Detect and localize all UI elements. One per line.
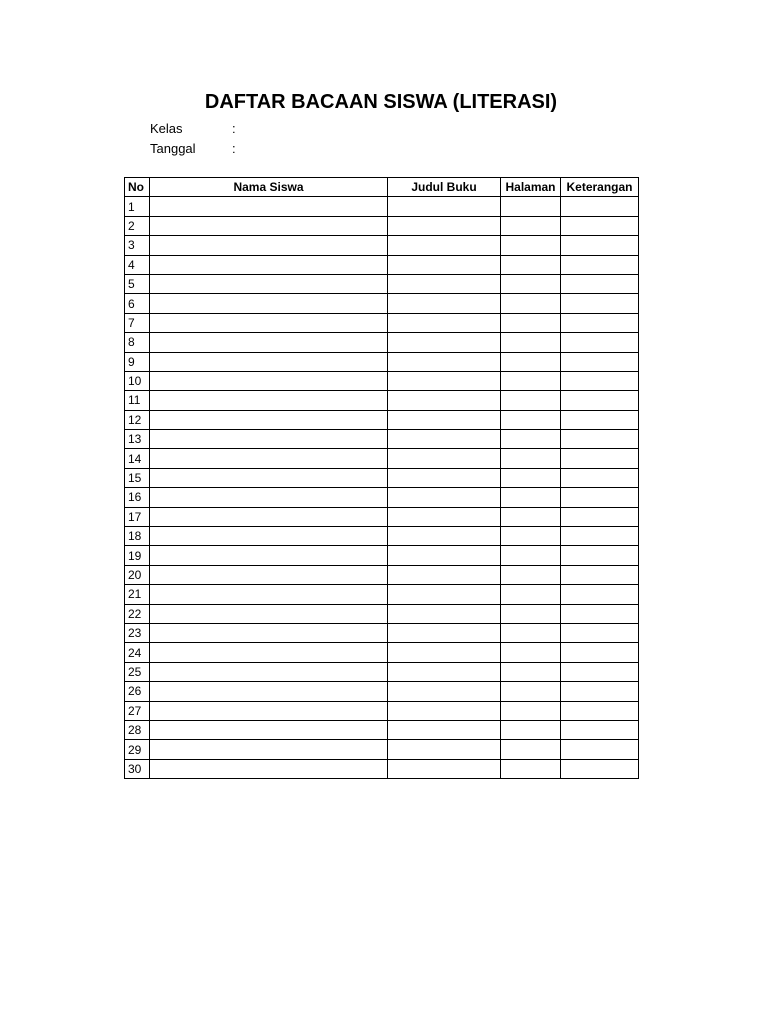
cell-no: 9 <box>125 352 150 371</box>
cell-no: 6 <box>125 294 150 313</box>
cell-halaman <box>501 701 561 720</box>
cell-no: 28 <box>125 720 150 739</box>
table-row <box>125 585 639 604</box>
cell-keterangan <box>561 274 639 293</box>
table-row <box>125 682 639 701</box>
cell-judul-buku <box>388 720 501 739</box>
table-row <box>125 236 639 255</box>
cell-judul-buku <box>388 274 501 293</box>
cell-keterangan <box>561 236 639 255</box>
cell-keterangan <box>561 740 639 759</box>
cell-halaman <box>501 197 561 216</box>
cell-halaman <box>501 488 561 507</box>
cell-judul-buku <box>388 604 501 623</box>
cell-keterangan <box>561 604 639 623</box>
cell-no: 12 <box>125 410 150 429</box>
cell-halaman <box>501 682 561 701</box>
cell-halaman <box>501 604 561 623</box>
cell-no: 16 <box>125 488 150 507</box>
cell-halaman <box>501 391 561 410</box>
table-row <box>125 255 639 274</box>
cell-nama-siswa <box>150 236 388 255</box>
cell-keterangan <box>561 216 639 235</box>
table-row <box>125 546 639 565</box>
cell-no: 24 <box>125 643 150 662</box>
cell-nama-siswa <box>150 604 388 623</box>
cell-nama-siswa <box>150 410 388 429</box>
cell-keterangan <box>561 197 639 216</box>
cell-nama-siswa <box>150 274 388 293</box>
table-row <box>125 488 639 507</box>
header-nama-siswa: Nama Siswa <box>150 178 388 197</box>
cell-nama-siswa <box>150 507 388 526</box>
table-row <box>125 216 639 235</box>
cell-keterangan <box>561 449 639 468</box>
cell-keterangan <box>561 352 639 371</box>
kelas-separator: : <box>232 121 236 136</box>
table-row <box>125 352 639 371</box>
cell-nama-siswa <box>150 740 388 759</box>
table-row <box>125 507 639 526</box>
table-row <box>125 720 639 739</box>
cell-judul-buku <box>388 488 501 507</box>
table-row <box>125 527 639 546</box>
cell-nama-siswa <box>150 255 388 274</box>
table-row <box>125 623 639 642</box>
table-row <box>125 643 639 662</box>
cell-no: 2 <box>125 216 150 235</box>
table-row <box>125 197 639 216</box>
cell-no: 29 <box>125 740 150 759</box>
cell-judul-buku <box>388 468 501 487</box>
cell-keterangan <box>561 527 639 546</box>
cell-nama-siswa <box>150 294 388 313</box>
header-judul-buku: Judul Buku <box>388 178 501 197</box>
table-row <box>125 565 639 584</box>
cell-keterangan <box>561 430 639 449</box>
cell-halaman <box>501 720 561 739</box>
cell-judul-buku <box>388 430 501 449</box>
cell-halaman <box>501 430 561 449</box>
cell-judul-buku <box>388 391 501 410</box>
cell-keterangan <box>561 682 639 701</box>
cell-keterangan <box>561 255 639 274</box>
cell-nama-siswa <box>150 643 388 662</box>
cell-keterangan <box>561 623 639 642</box>
cell-nama-siswa <box>150 216 388 235</box>
table-header-row <box>125 178 639 197</box>
cell-no: 10 <box>125 371 150 390</box>
cell-judul-buku <box>388 371 501 390</box>
cell-keterangan <box>561 759 639 778</box>
cell-judul-buku <box>388 565 501 584</box>
cell-nama-siswa <box>150 391 388 410</box>
cell-nama-siswa <box>150 585 388 604</box>
cell-no: 5 <box>125 274 150 293</box>
header-halaman: Halaman <box>501 178 561 197</box>
cell-halaman <box>501 333 561 352</box>
cell-nama-siswa <box>150 759 388 778</box>
table-row <box>125 333 639 352</box>
table-row <box>125 294 639 313</box>
table-body <box>125 197 639 779</box>
table-row <box>125 391 639 410</box>
cell-halaman <box>501 585 561 604</box>
cell-no: 22 <box>125 604 150 623</box>
table-row <box>125 468 639 487</box>
cell-nama-siswa <box>150 313 388 332</box>
table-row <box>125 740 639 759</box>
reading-list-table <box>124 177 639 779</box>
cell-nama-siswa <box>150 527 388 546</box>
cell-judul-buku <box>388 759 501 778</box>
cell-nama-siswa <box>150 371 388 390</box>
cell-judul-buku <box>388 236 501 255</box>
cell-halaman <box>501 527 561 546</box>
cell-judul-buku <box>388 255 501 274</box>
tanggal-separator: : <box>232 141 236 156</box>
cell-no: 4 <box>125 255 150 274</box>
table-row <box>125 430 639 449</box>
cell-halaman <box>501 623 561 642</box>
table-row <box>125 604 639 623</box>
cell-halaman <box>501 294 561 313</box>
cell-no: 11 <box>125 391 150 410</box>
cell-halaman <box>501 255 561 274</box>
cell-keterangan <box>561 585 639 604</box>
cell-no: 21 <box>125 585 150 604</box>
cell-no: 17 <box>125 507 150 526</box>
cell-judul-buku <box>388 546 501 565</box>
cell-halaman <box>501 371 561 390</box>
cell-no: 19 <box>125 546 150 565</box>
cell-judul-buku <box>388 701 501 720</box>
cell-halaman <box>501 507 561 526</box>
cell-nama-siswa <box>150 546 388 565</box>
cell-judul-buku <box>388 294 501 313</box>
table-row <box>125 449 639 468</box>
cell-no: 26 <box>125 682 150 701</box>
cell-keterangan <box>561 468 639 487</box>
cell-halaman <box>501 216 561 235</box>
tanggal-label: Tanggal <box>150 141 196 156</box>
cell-judul-buku <box>388 333 501 352</box>
cell-no: 8 <box>125 333 150 352</box>
cell-nama-siswa <box>150 430 388 449</box>
table-row <box>125 662 639 681</box>
cell-keterangan <box>561 391 639 410</box>
cell-judul-buku <box>388 352 501 371</box>
table-row <box>125 410 639 429</box>
cell-nama-siswa <box>150 682 388 701</box>
cell-no: 20 <box>125 565 150 584</box>
cell-keterangan <box>561 371 639 390</box>
cell-judul-buku <box>388 449 501 468</box>
cell-halaman <box>501 468 561 487</box>
cell-nama-siswa <box>150 449 388 468</box>
cell-halaman <box>501 236 561 255</box>
cell-halaman <box>501 352 561 371</box>
cell-keterangan <box>561 333 639 352</box>
cell-no: 30 <box>125 759 150 778</box>
cell-no: 25 <box>125 662 150 681</box>
table-row <box>125 313 639 332</box>
cell-judul-buku <box>388 585 501 604</box>
cell-judul-buku <box>388 197 501 216</box>
cell-nama-siswa <box>150 488 388 507</box>
cell-no: 1 <box>125 197 150 216</box>
cell-no: 15 <box>125 468 150 487</box>
cell-halaman <box>501 643 561 662</box>
cell-judul-buku <box>388 623 501 642</box>
cell-keterangan <box>561 643 639 662</box>
cell-halaman <box>501 274 561 293</box>
cell-nama-siswa <box>150 623 388 642</box>
cell-judul-buku <box>388 216 501 235</box>
cell-no: 18 <box>125 527 150 546</box>
cell-keterangan <box>561 313 639 332</box>
cell-nama-siswa <box>150 197 388 216</box>
cell-keterangan <box>561 546 639 565</box>
cell-nama-siswa <box>150 333 388 352</box>
cell-no: 23 <box>125 623 150 642</box>
cell-judul-buku <box>388 507 501 526</box>
cell-halaman <box>501 565 561 584</box>
cell-judul-buku <box>388 682 501 701</box>
cell-judul-buku <box>388 662 501 681</box>
header-no: No <box>125 178 150 197</box>
cell-no: 27 <box>125 701 150 720</box>
cell-no: 13 <box>125 430 150 449</box>
cell-nama-siswa <box>150 701 388 720</box>
cell-no: 14 <box>125 449 150 468</box>
cell-keterangan <box>561 507 639 526</box>
cell-keterangan <box>561 488 639 507</box>
cell-halaman <box>501 759 561 778</box>
cell-halaman <box>501 546 561 565</box>
page-title: DAFTAR BACAAN SISWA (LITERASI) <box>204 91 558 113</box>
kelas-field <box>150 121 236 136</box>
cell-nama-siswa <box>150 352 388 371</box>
header-keterangan: Keterangan <box>561 178 639 197</box>
cell-judul-buku <box>388 410 501 429</box>
cell-nama-siswa <box>150 468 388 487</box>
cell-no: 7 <box>125 313 150 332</box>
cell-keterangan <box>561 662 639 681</box>
cell-nama-siswa <box>150 720 388 739</box>
table-row <box>125 759 639 778</box>
cell-nama-siswa <box>150 565 388 584</box>
table-row <box>125 371 639 390</box>
cell-halaman <box>501 313 561 332</box>
table-row <box>125 274 639 293</box>
cell-no: 3 <box>125 236 150 255</box>
cell-keterangan <box>561 565 639 584</box>
cell-halaman <box>501 740 561 759</box>
cell-keterangan <box>561 294 639 313</box>
cell-halaman <box>501 449 561 468</box>
cell-nama-siswa <box>150 662 388 681</box>
cell-keterangan <box>561 410 639 429</box>
table-row <box>125 701 639 720</box>
cell-keterangan <box>561 720 639 739</box>
cell-halaman <box>501 410 561 429</box>
kelas-label: Kelas <box>150 121 183 136</box>
cell-halaman <box>501 662 561 681</box>
cell-keterangan <box>561 701 639 720</box>
tanggal-field <box>150 141 236 156</box>
cell-judul-buku <box>388 740 501 759</box>
cell-judul-buku <box>388 313 501 332</box>
cell-judul-buku <box>388 643 501 662</box>
cell-judul-buku <box>388 527 501 546</box>
